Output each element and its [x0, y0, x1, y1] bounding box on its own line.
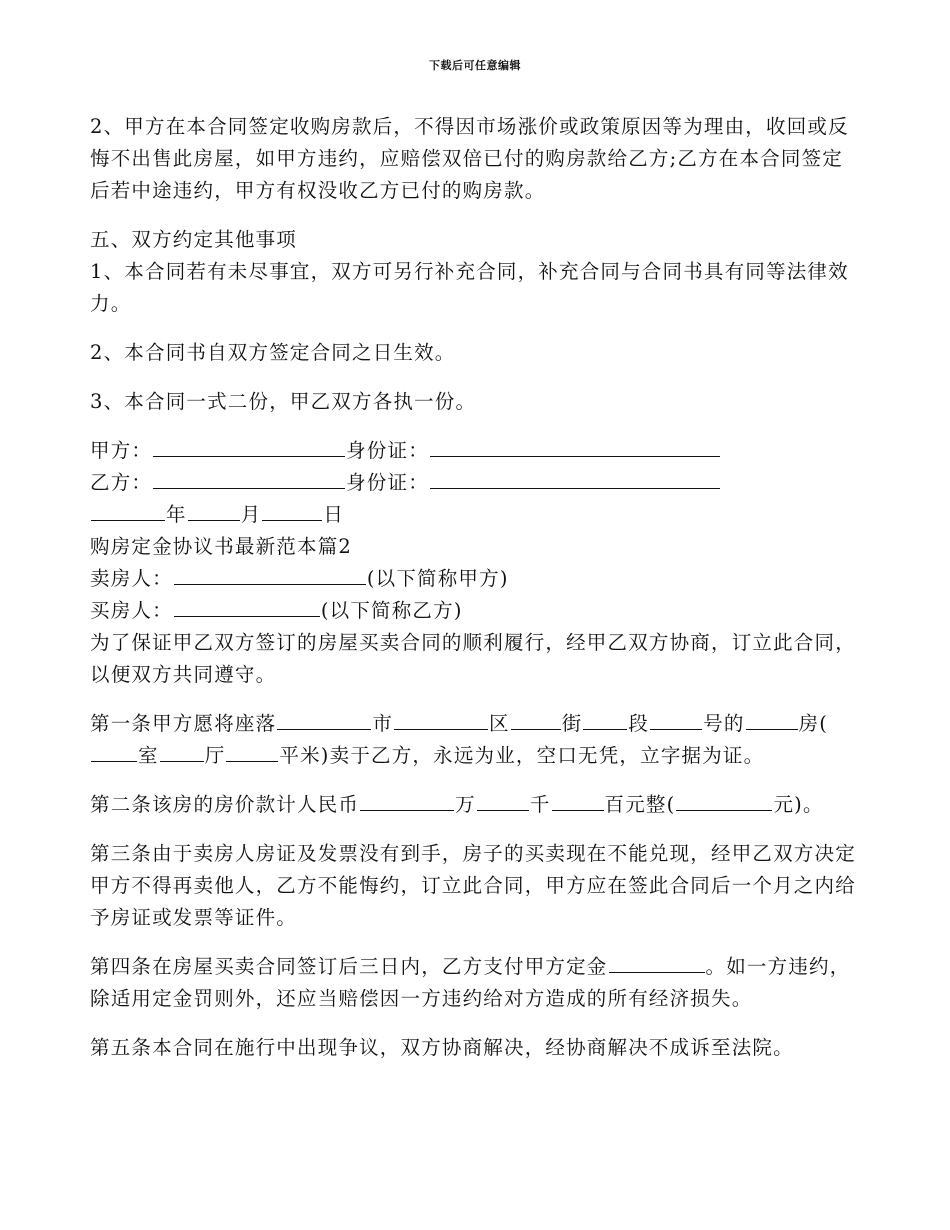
- day-label: 日: [323, 503, 345, 526]
- buyer-note: (以下简称乙方): [320, 599, 463, 622]
- article-1-area-blank: [226, 741, 278, 762]
- party-a-label: 甲方：: [90, 439, 153, 462]
- party-a-blank: [153, 436, 345, 457]
- section-5-item-2: 2、本合同书自双方签定合同之日生效。: [90, 341, 456, 364]
- agreement-2-title: 购房定金协议书最新范本篇2: [90, 535, 353, 558]
- seller-label: 卖房人：: [90, 567, 173, 590]
- article-1-text-7: 房(: [798, 712, 829, 735]
- month-blank: [188, 500, 240, 521]
- year-label: 年: [166, 503, 187, 526]
- section-5-title: 五、双方约定其他事项: [90, 228, 298, 251]
- article-2-text-5: 元)。: [773, 793, 824, 816]
- article-2: [90, 789, 862, 821]
- buyer-blank: [174, 596, 320, 617]
- seller-row: [90, 563, 862, 595]
- document-body: [90, 111, 862, 1064]
- party-b-blank: [153, 468, 345, 489]
- article-1-text-5: 段: [628, 712, 650, 735]
- article-3: 第三条由于卖房人房证及发票没有到手，房子的买卖现在不能兑现，经甲乙双方决定甲方不得再卖他人，乙方不能悔约，订立此合同，甲方应在签此合同后一个月之内给予房证或发票等证件。: [90, 842, 856, 929]
- article-2-text-3: 千: [529, 793, 551, 816]
- article-1-text-8: 室: [138, 744, 159, 767]
- article-2-text-1: 第二条该房的房价款计人民币: [90, 793, 360, 816]
- article-1-room-blank: [746, 709, 798, 730]
- party-b-id-blank: [430, 468, 720, 489]
- article-2-amount-blank: [676, 790, 772, 811]
- article-1-text-9: 厅: [204, 744, 226, 767]
- party-b-id-label: 身份证：: [346, 471, 429, 494]
- party-b-label: 乙方：: [90, 471, 153, 494]
- page-header: 下载后可任意编辑: [429, 59, 521, 72]
- article-1-section-blank: [583, 709, 627, 730]
- article-4-deposit-blank: [609, 952, 705, 973]
- section-5-item-1: 1、本合同若有未尽事宜，双方可另行补充合同，补充合同与合同书具有同等法律效力。: [90, 260, 849, 315]
- article-1-text-10: 平米)卖于乙方，永远为业，空口无凭，立字据为证。: [279, 744, 765, 767]
- party-b-row: [90, 467, 862, 499]
- article-1-number-blank: [650, 709, 702, 730]
- month-label: 月: [240, 503, 262, 526]
- seller-note: (以下简称甲方): [366, 567, 509, 590]
- buyer-label: 买房人：: [90, 599, 173, 622]
- article-4-text-1: 第四条在房屋买卖合同签订后三日内，乙方支付甲方定金: [90, 955, 608, 978]
- article-1: [90, 708, 862, 772]
- article-1-district-blank: [394, 709, 488, 730]
- clause-4-2: 2、甲方在本合同签定收购房款后，不得因市场涨价或政策原因等为理由，收回或反悔不出售此房屋，如甲方违约，应赔偿双倍已付的购房款给乙方;乙方在本合同签定后若中途违约，甲方有权没收乙方已付的购房款。: [90, 115, 849, 202]
- day-blank: [262, 500, 322, 521]
- article-4-text-2: 。如一方违约，除适用定金罚则外，还应当赔偿因一方违约给对方造成的所有经济损失。: [90, 955, 851, 1010]
- party-a-row: [90, 435, 862, 467]
- article-1-text-1: 第一条甲方愿将座落: [90, 712, 277, 735]
- article-2-text-2: 万: [455, 793, 476, 816]
- party-a-id-label: 身份证：: [346, 439, 429, 462]
- article-1-text-3: 区: [489, 712, 510, 735]
- year-blank: [91, 500, 165, 521]
- article-1-bedroom-blank: [91, 741, 137, 762]
- party-a-id-blank: [430, 436, 720, 457]
- article-1-street-blank: [511, 709, 561, 730]
- article-1-hall-blank: [160, 741, 204, 762]
- article-4: [90, 951, 862, 1015]
- article-2-wan-blank: [360, 790, 454, 811]
- article-5: 第五条本合同在施行中出现争议，双方协商解决，经协商解决不成诉至法院。: [90, 1036, 794, 1059]
- article-1-city-blank: [277, 709, 371, 730]
- date-row: [90, 499, 862, 531]
- article-1-text-2: 市: [372, 712, 394, 735]
- article-1-text-6: 号的: [703, 712, 745, 735]
- article-1-text-4: 街: [561, 712, 583, 735]
- seller-blank: [174, 564, 366, 585]
- article-2-bai-blank: [552, 790, 604, 811]
- agreement-2-intro: 为了保证甲乙双方签订的房屋买卖合同的顺利履行，经甲乙双方协商，订立此合同，以便双方共同遵守。: [90, 631, 856, 686]
- section-5-item-3: 3、本合同一式二份，甲乙双方各执一份。: [90, 390, 477, 413]
- article-2-qian-blank: [477, 790, 529, 811]
- buyer-row: [90, 595, 862, 627]
- article-2-text-4: 百元整(: [604, 793, 676, 816]
